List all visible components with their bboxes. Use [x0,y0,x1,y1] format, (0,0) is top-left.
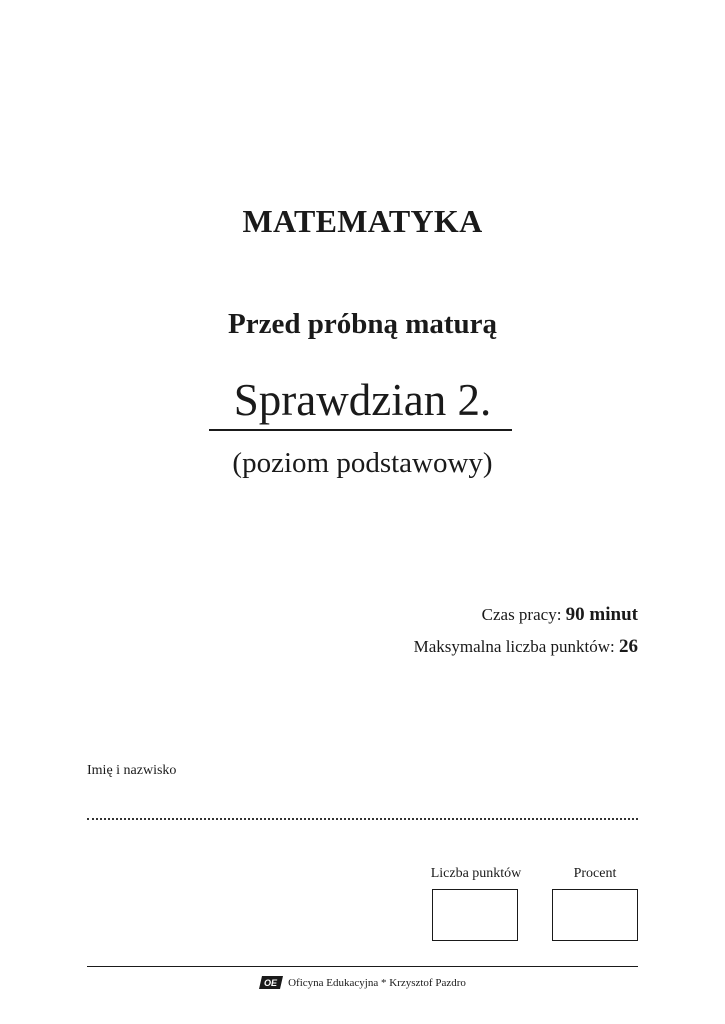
time-value: 90 minut [565,604,638,625]
max-points-value: 26 [619,636,638,657]
max-points-label: Maksymalna liczba punktów: [413,637,619,656]
score-percent-label: Procent [573,866,617,881]
name-label: Imię i nazwisko [87,763,177,778]
subject-title: MATEMATYKA [242,203,483,239]
time-info [482,604,638,626]
publisher-logo-icon [259,976,283,989]
level-label: (poziom podstawowy) [232,447,493,479]
footer [0,976,725,989]
name-field-line[interactable] [87,818,638,820]
max-points-info [414,636,638,658]
score-points-box[interactable] [432,889,518,941]
series-title: Przed próbną maturą [227,308,498,340]
test-title: Sprawdzian 2. [233,375,492,425]
footer-divider [87,966,638,967]
title-underline [209,429,512,431]
score-points-label: Liczba punktów [430,866,522,881]
svg-text:OE: OE [264,978,278,988]
time-label: Czas pracy: [481,605,566,624]
publisher-name: Oficyna Edukacyjna * Krzysztof Pazdro [288,976,466,989]
score-percent-box[interactable] [552,889,638,941]
